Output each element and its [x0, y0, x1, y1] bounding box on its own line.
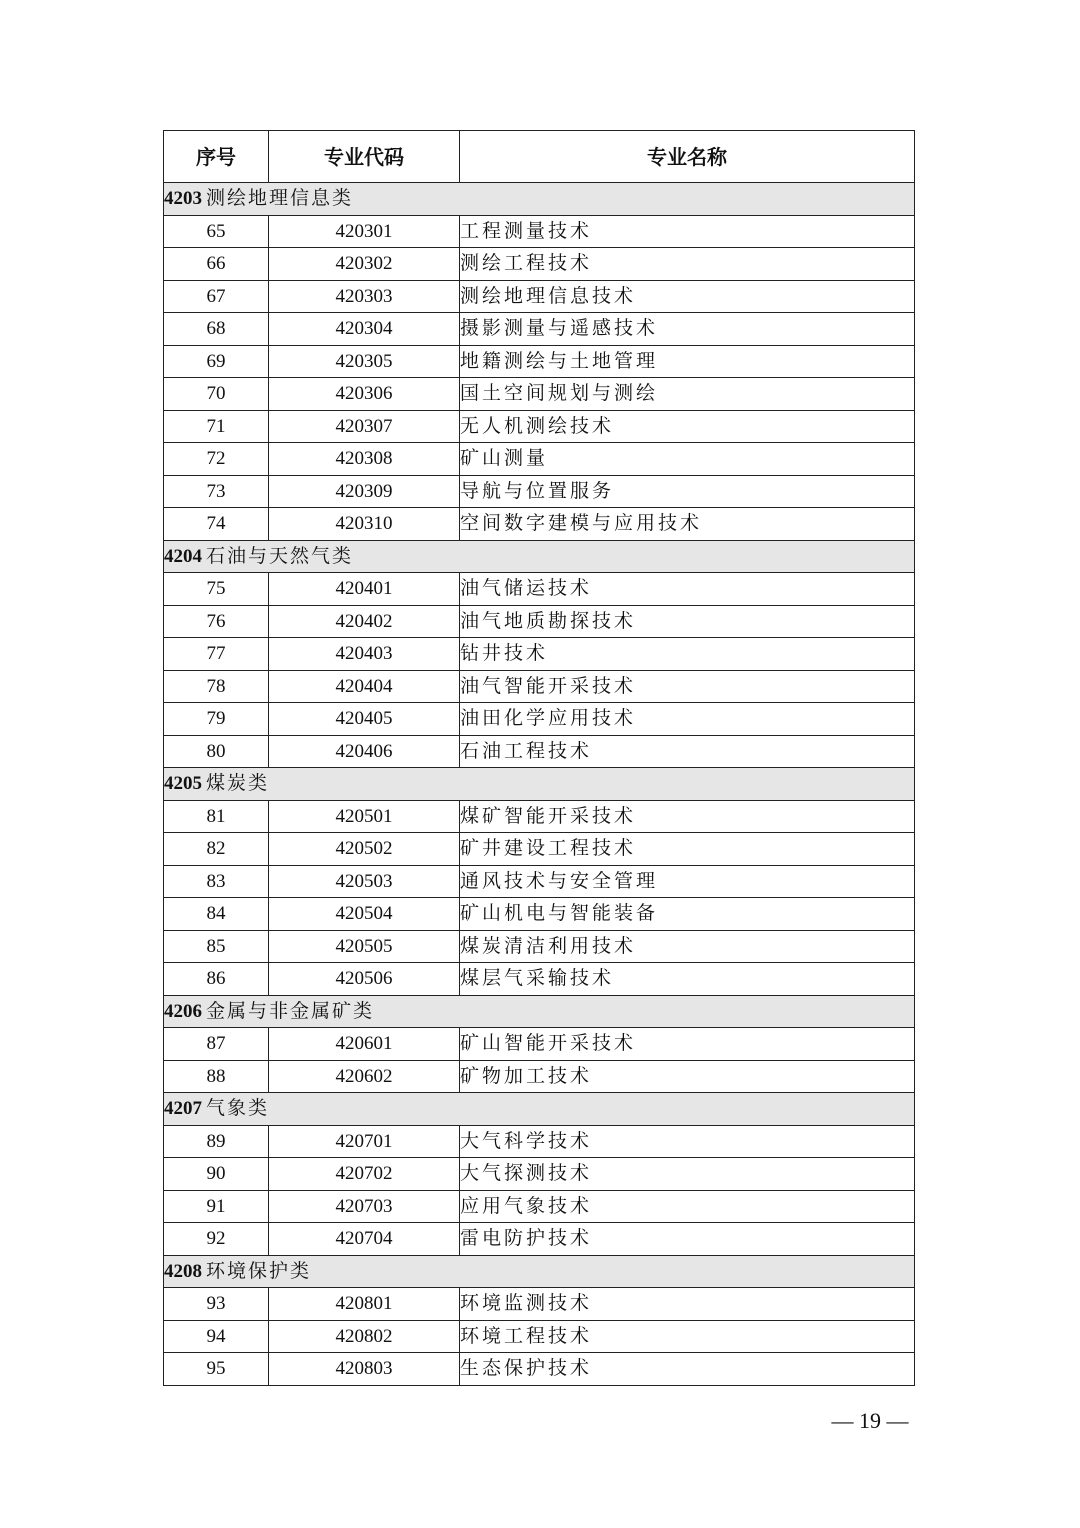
table-row — [164, 1353, 915, 1386]
name-cell: 大气科学技术 — [460, 1125, 915, 1158]
code-cell: 420301 — [269, 215, 460, 248]
seq-cell: 94 — [164, 1320, 269, 1353]
category-row — [164, 995, 915, 1028]
code-cell: 420401 — [269, 573, 460, 606]
seq-cell: 66 — [164, 248, 269, 281]
name-cell: 矿山测量 — [460, 443, 915, 476]
page-number: — 19 — — [831, 1408, 909, 1433]
table-row — [164, 313, 915, 346]
seq-cell: 77 — [164, 638, 269, 671]
seq-cell: 76 — [164, 605, 269, 638]
table-row — [164, 1158, 915, 1191]
seq-cell: 72 — [164, 443, 269, 476]
table-row — [164, 1223, 915, 1256]
name-cell: 矿井建设工程技术 — [460, 833, 915, 866]
code-cell: 420402 — [269, 605, 460, 638]
seq-cell: 71 — [164, 410, 269, 443]
code-cell: 420305 — [269, 345, 460, 378]
seq-cell: 84 — [164, 898, 269, 931]
category-cell — [164, 995, 915, 1028]
code-cell: 420704 — [269, 1223, 460, 1256]
code-cell: 420304 — [269, 313, 460, 346]
seq-cell: 70 — [164, 378, 269, 411]
code-cell: 420506 — [269, 963, 460, 996]
category-cell — [164, 768, 915, 801]
name-cell: 油气智能开采技术 — [460, 670, 915, 703]
name-cell: 油田化学应用技术 — [460, 703, 915, 736]
table-row — [164, 248, 915, 281]
code-cell: 420802 — [269, 1320, 460, 1353]
category-name: 石油与天然气类 — [206, 544, 354, 567]
name-cell: 煤矿智能开采技术 — [460, 800, 915, 833]
code-cell: 420405 — [269, 703, 460, 736]
table-body — [164, 183, 915, 1386]
category-row — [164, 1255, 915, 1288]
category-cell — [164, 1093, 915, 1126]
code-cell: 420403 — [269, 638, 460, 671]
table-row — [164, 963, 915, 996]
table-row — [164, 378, 915, 411]
code-cell: 420504 — [269, 898, 460, 931]
category-cell — [164, 540, 915, 573]
code-cell: 420306 — [269, 378, 460, 411]
name-cell: 导航与位置服务 — [460, 475, 915, 508]
code-cell: 420302 — [269, 248, 460, 281]
code-cell: 420703 — [269, 1190, 460, 1223]
majors-table — [163, 130, 915, 1386]
name-cell: 矿山智能开采技术 — [460, 1028, 915, 1061]
name-cell: 工程测量技术 — [460, 215, 915, 248]
category-name: 煤炭类 — [206, 772, 270, 795]
code-cell: 420502 — [269, 833, 460, 866]
seq-cell: 69 — [164, 345, 269, 378]
name-cell: 测绘地理信息技术 — [460, 280, 915, 313]
table-row — [164, 1060, 915, 1093]
name-cell: 矿物加工技术 — [460, 1060, 915, 1093]
category-name: 金属与非金属矿类 — [206, 999, 375, 1022]
seq-cell: 79 — [164, 703, 269, 736]
name-cell: 地籍测绘与土地管理 — [460, 345, 915, 378]
code-cell: 420406 — [269, 735, 460, 768]
category-row — [164, 768, 915, 801]
name-cell: 无人机测绘技术 — [460, 410, 915, 443]
name-cell: 空间数字建模与应用技术 — [460, 508, 915, 541]
seq-cell: 80 — [164, 735, 269, 768]
name-cell: 石油工程技术 — [460, 735, 915, 768]
name-cell: 生态保护技术 — [460, 1353, 915, 1386]
code-cell: 420601 — [269, 1028, 460, 1061]
code-cell: 420602 — [269, 1060, 460, 1093]
name-cell: 测绘工程技术 — [460, 248, 915, 281]
table-row — [164, 605, 915, 638]
name-cell: 通风技术与安全管理 — [460, 865, 915, 898]
table-row — [164, 345, 915, 378]
seq-cell: 68 — [164, 313, 269, 346]
seq-cell: 73 — [164, 475, 269, 508]
category-code: 4203 — [164, 188, 202, 210]
table-row — [164, 508, 915, 541]
name-cell: 环境工程技术 — [460, 1320, 915, 1353]
header-row — [164, 131, 915, 183]
category-row — [164, 540, 915, 573]
table-row — [164, 1028, 915, 1061]
seq-cell: 74 — [164, 508, 269, 541]
seq-cell: 82 — [164, 833, 269, 866]
table-row — [164, 573, 915, 606]
table-row — [164, 800, 915, 833]
table-row — [164, 1125, 915, 1158]
table-row — [164, 1190, 915, 1223]
header-code: 专业代码 — [269, 131, 460, 183]
name-cell: 环境监测技术 — [460, 1288, 915, 1321]
code-cell: 420702 — [269, 1158, 460, 1191]
category-cell — [164, 183, 915, 216]
code-cell: 420303 — [269, 280, 460, 313]
code-cell: 420308 — [269, 443, 460, 476]
seq-cell: 89 — [164, 1125, 269, 1158]
header-seq: 序号 — [164, 131, 269, 183]
name-cell: 煤炭清洁利用技术 — [460, 930, 915, 963]
category-code: 4207 — [164, 1098, 202, 1120]
name-cell: 矿山机电与智能装备 — [460, 898, 915, 931]
table-row — [164, 703, 915, 736]
name-cell: 钻井技术 — [460, 638, 915, 671]
code-cell: 420307 — [269, 410, 460, 443]
name-cell: 油气地质勘探技术 — [460, 605, 915, 638]
code-cell: 420803 — [269, 1353, 460, 1386]
code-cell: 420501 — [269, 800, 460, 833]
category-code: 4206 — [164, 1000, 202, 1022]
category-code: 4208 — [164, 1260, 202, 1282]
category-code: 4204 — [164, 545, 202, 567]
table-row — [164, 443, 915, 476]
seq-cell: 91 — [164, 1190, 269, 1223]
name-cell: 大气探测技术 — [460, 1158, 915, 1191]
code-cell: 420309 — [269, 475, 460, 508]
seq-cell: 90 — [164, 1158, 269, 1191]
table-row — [164, 638, 915, 671]
table-row — [164, 670, 915, 703]
table-row — [164, 930, 915, 963]
table-row — [164, 1288, 915, 1321]
name-cell: 应用气象技术 — [460, 1190, 915, 1223]
seq-cell: 86 — [164, 963, 269, 996]
table-row — [164, 475, 915, 508]
category-row — [164, 183, 915, 216]
code-cell: 420310 — [269, 508, 460, 541]
seq-cell: 81 — [164, 800, 269, 833]
code-cell: 420505 — [269, 930, 460, 963]
seq-cell: 87 — [164, 1028, 269, 1061]
name-cell: 雷电防护技术 — [460, 1223, 915, 1256]
table-row — [164, 735, 915, 768]
category-name: 测绘地理信息类 — [206, 187, 354, 210]
code-cell: 420701 — [269, 1125, 460, 1158]
name-cell: 油气储运技术 — [460, 573, 915, 606]
table-row — [164, 1320, 915, 1353]
name-cell: 摄影测量与遥感技术 — [460, 313, 915, 346]
category-name: 环境保护类 — [206, 1259, 312, 1282]
seq-cell: 85 — [164, 930, 269, 963]
name-cell: 国土空间规划与测绘 — [460, 378, 915, 411]
seq-cell: 83 — [164, 865, 269, 898]
table-row — [164, 833, 915, 866]
category-cell — [164, 1255, 915, 1288]
seq-cell: 92 — [164, 1223, 269, 1256]
name-cell: 煤层气采输技术 — [460, 963, 915, 996]
seq-cell: 78 — [164, 670, 269, 703]
seq-cell: 88 — [164, 1060, 269, 1093]
code-cell: 420404 — [269, 670, 460, 703]
category-name: 气象类 — [206, 1097, 270, 1120]
code-cell: 420801 — [269, 1288, 460, 1321]
table-row — [164, 898, 915, 931]
code-cell: 420503 — [269, 865, 460, 898]
table-row — [164, 215, 915, 248]
seq-cell: 95 — [164, 1353, 269, 1386]
category-code: 4205 — [164, 773, 202, 795]
seq-cell: 93 — [164, 1288, 269, 1321]
seq-cell: 65 — [164, 215, 269, 248]
seq-cell: 75 — [164, 573, 269, 606]
table-row — [164, 280, 915, 313]
category-row — [164, 1093, 915, 1126]
table-row — [164, 865, 915, 898]
header-name: 专业名称 — [460, 131, 915, 183]
seq-cell: 67 — [164, 280, 269, 313]
table-row — [164, 410, 915, 443]
